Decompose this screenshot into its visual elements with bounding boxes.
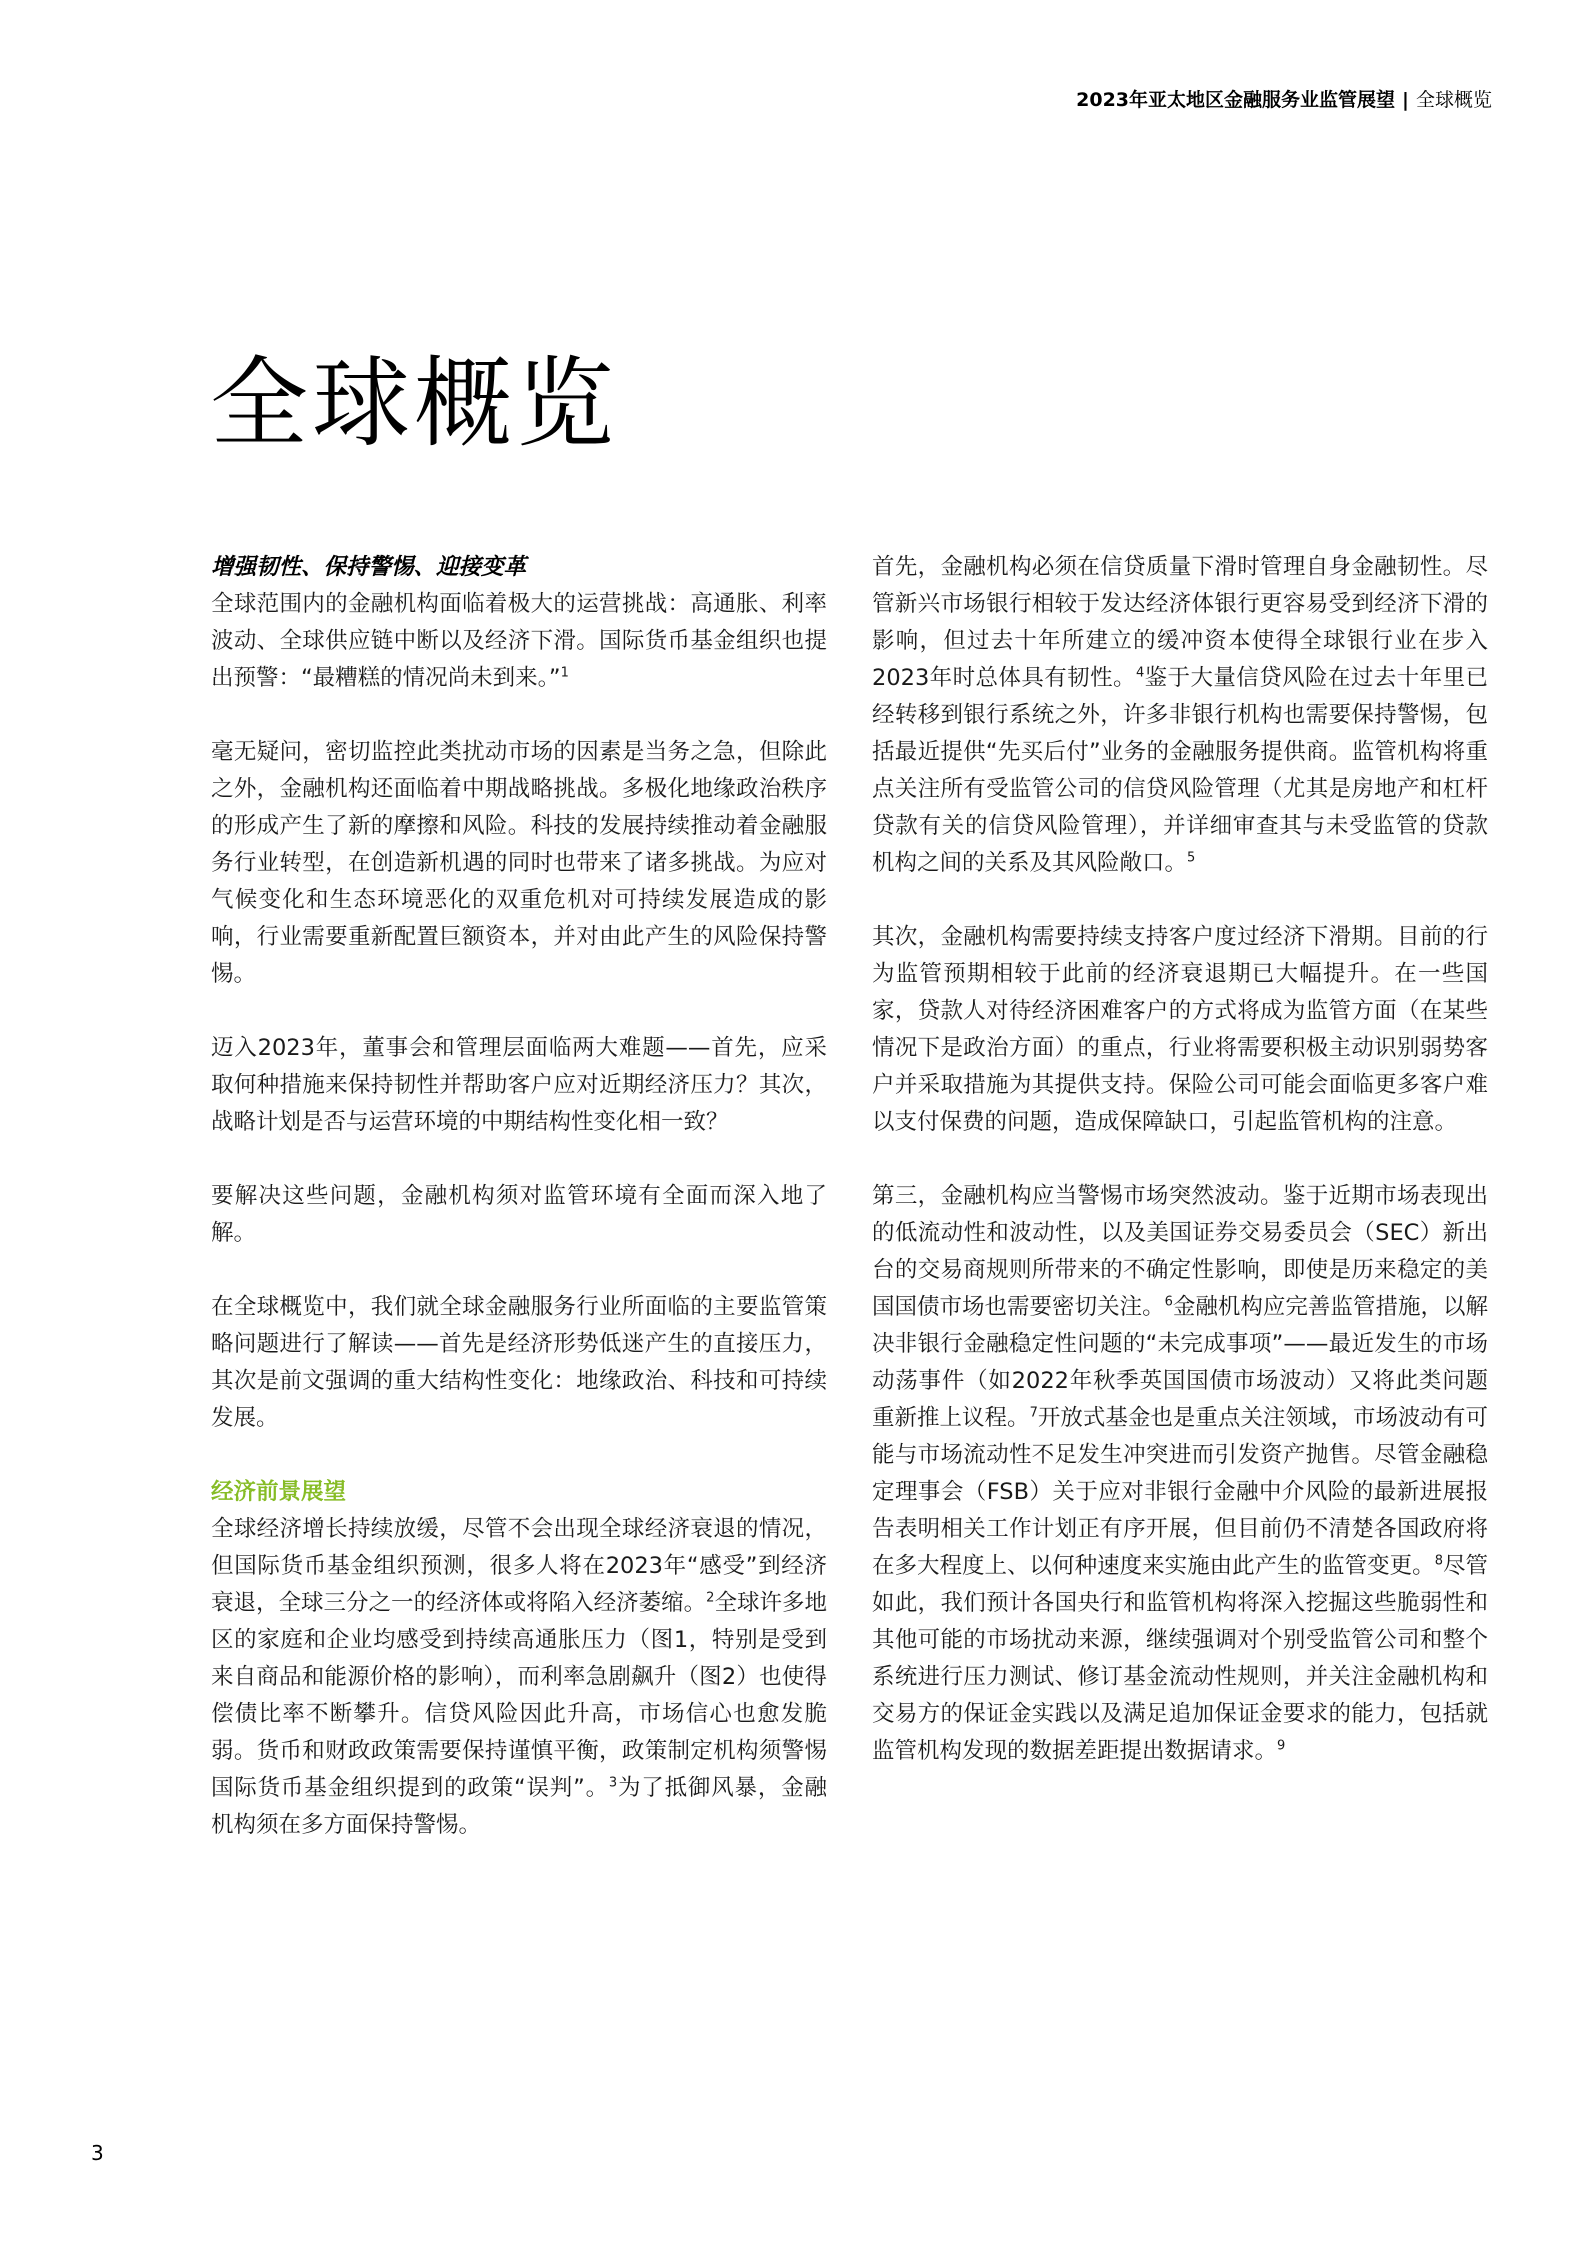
- paragraph: 迈入2023年，董事会和管理层面临两大难题——首先，应采取何种措施来保持韧性并帮助客户应对近期经济压力？其次，战略计划是否与运营环境的中期结构性变化相一致？: [211, 1035, 827, 1135]
- intro-paragraph: [211, 549, 827, 697]
- paragraph-text: 尽管如此，我们预计各国央行和监管机构将深入挖掘这些脆弱性和其他可能的市场扰动来源，继续强调对个别受监管公司和整个系统进行压力测试、修订基金流动性规则，并关注金融机构和交易方的保证金实践以及满足追加保证金要求的能力，包括就监管机构发现的数据差距提出数据请求。: [872, 1553, 1488, 1764]
- footnote-ref: 2: [706, 1590, 715, 1606]
- paragraph: 其次，金融机构需要持续支持客户度过经济下滑期。目前的行为监管预期相较于此前的经济衰退期已大幅提升。在一些国家，贷款人对待经济困难客户的方式将成为监管方面（在某些情况下是政治方面）的重点，行业将需要积极主动识别弱势客户并采取措施为其提供支持。保险公司可能会面临更多客户难以支付保费的问题，造成保障缺口，引起监管机构的注意。: [872, 924, 1488, 1135]
- paragraph: 毫无疑问，密切监控此类扰动市场的因素是当务之急，但除此之外，金融机构还面临着中期战略挑战。多极化地缘政治秩序的形成产生了新的摩擦和风险。科技的发展持续推动着金融服务行业转型，在创造新机遇的同时也带来了诸多挑战。为应对气候变化和生态环境恶化的双重危机对可持续发展造成的影响，行业需要重新配置巨额资本，并对由此产生的风险保持警惕。: [211, 739, 827, 987]
- paragraph-text: 为了抵御风暴，金融机构须在多方面保持警惕。: [211, 1775, 827, 1838]
- footnote-ref: 1: [560, 665, 569, 681]
- paragraph-text: 首先，金融机构必须在信贷质量下滑时管理自身金融韧性。尽管新兴市场银行相较于发达经济体银行更容易受到经济下滑的影响，但过去十年所建立的缓冲资本使得全球银行业在步入2023年时总体具有韧性。: [872, 554, 1488, 691]
- report-title: 2023年亚太地区金融服务业监管展望: [1076, 89, 1396, 111]
- paragraph-text: 金融机构应完善监管措施，以解决非银行金融稳定性问题的“未完成事项”——最近发生的市场动荡事件（如2022年秋季英国国债市场波动）又将此类问题重新推上议程。: [872, 1294, 1488, 1431]
- footnote-ref: 4: [1135, 665, 1145, 681]
- section-heading-resilience: 增强韧性、保持警惕、迎接变革: [211, 554, 527, 580]
- section-heading-economic-outlook: 经济前景展望: [211, 1479, 347, 1505]
- paragraph-text: 第三，金融机构应当警惕市场突然波动。鉴于近期市场表现出的低流动性和波动性，以及美国证券交易委员会（SEC）新出台的交易商规则所带来的不确定性影响，即使是历来稳定的美国国债市场也需要密切关注。: [872, 1183, 1488, 1320]
- paragraph-text: 鉴于大量信贷风险在过去十年里已经转移到银行系统之外，许多非银行机构也需要保持警惕，包括最近提供“先买后付”业务的金融服务提供商。监管机构将重点关注所有受监管公司的信贷风险管理（尤其是房地产和杠杆贷款有关的信贷风险管理），并详细审查其与未受监管的贷款机构之间的关系及其风险敞口。: [872, 665, 1488, 876]
- paragraph: [872, 1178, 1488, 1770]
- page-number: 3: [91, 2141, 104, 2165]
- paragraph: 在全球概览中，我们就全球金融服务行业所面临的主要监管策略问题进行了解读——首先是经济形势低迷产生的直接压力，其次是前文强调的重大结构性变化：地缘政治、科技和可持续发展。: [211, 1294, 827, 1431]
- paragraph: 要解决这些问题，金融机构须对监管环境有全面而深入地了解。: [211, 1183, 827, 1246]
- footnote-ref: 7: [1029, 1405, 1038, 1421]
- left-column: [211, 549, 827, 1881]
- header-separator: |: [1402, 89, 1409, 111]
- footnote-ref: 6: [1164, 1294, 1173, 1310]
- paragraph-text: 全球范围内的金融机构面临着极大的运营挑战：高通胀、利率波动、全球供应链中断以及经济下滑。国际货币基金组织也提出预警：“最糟糕的情况尚未到来。”: [211, 591, 827, 691]
- page-title: 全球概览: [210, 347, 619, 461]
- header-section-name: 全球概览: [1415, 89, 1492, 111]
- running-header: [1076, 88, 1492, 112]
- paragraph-text: 开放式基金也是重点关注领域，市场波动有可能与市场流动性不足发生冲突进而引发资产抛售。尽管金融稳定理事会（FSB）关于应对非银行金融中介风险的最新进展报告表明相关工作计划正有序开展，但目前仍不清楚各国政府将在多大程度上、以何种速度来实施由此产生的监管变更。: [872, 1405, 1488, 1579]
- right-column: [872, 549, 1488, 1807]
- economic-outlook-paragraph: [211, 1474, 827, 1844]
- footnote-ref: 8: [1434, 1553, 1443, 1569]
- paragraph-text: 全球许多地区的家庭和企业均感受到持续高通胀压力（图1，特别是受到来自商品和能源价格的影响），而利率急剧飙升（图2）也使得偿债比率不断攀升。信贷风险因此升高，市场信心也愈发脆弱。货币和财政政策需要保持谨慎平衡，政策制定机构须警惕国际货币基金组织提到的政策“误判”。: [211, 1590, 827, 1801]
- paragraph: [872, 549, 1488, 882]
- footnote-ref: 9: [1277, 1738, 1286, 1754]
- footnote-ref: 5: [1187, 850, 1196, 866]
- paragraph-text: 全球经济增长持续放缓，尽管不会出现全球经济衰退的情况，但国际货币基金组织预测，很多人将在2023年“感受”到经济衰退，全球三分之一的经济体或将陷入经济萎缩。: [211, 1516, 827, 1616]
- footnote-ref: 3: [608, 1775, 618, 1791]
